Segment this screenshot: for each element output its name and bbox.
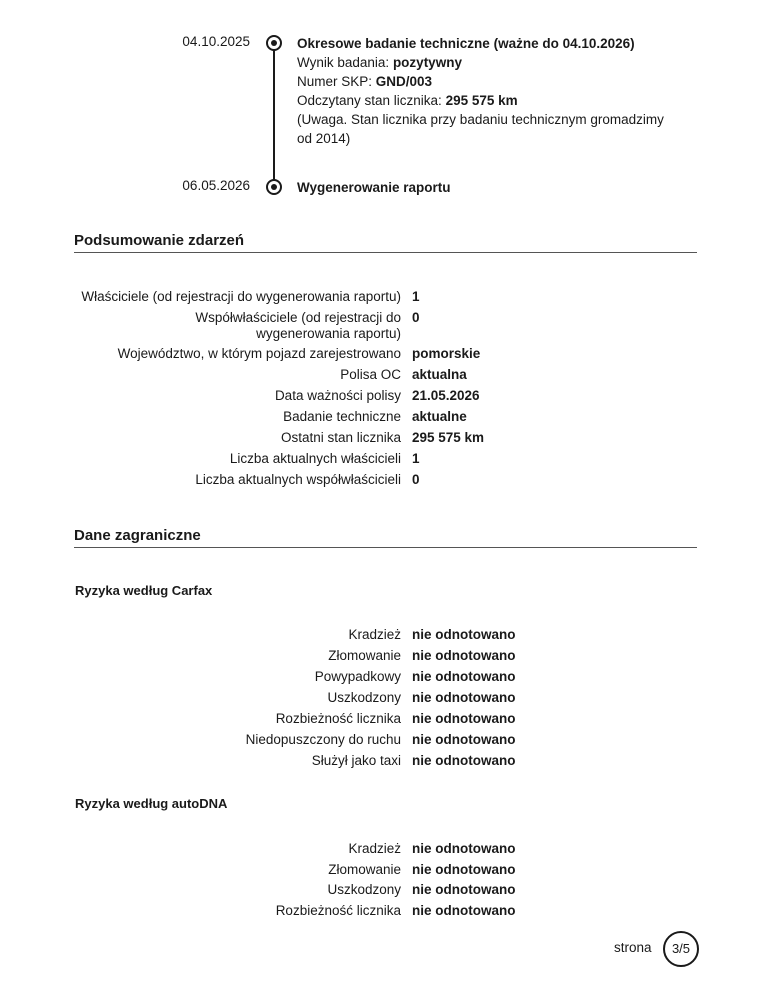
- row-value: nie odnotowano: [412, 627, 516, 642]
- row-label: Służył jako taxi: [311, 753, 401, 768]
- row-label: Polisa OC: [340, 367, 401, 382]
- event-line-value: GND/003: [375, 74, 433, 89]
- event-title: Wygenerowanie raportu: [297, 180, 451, 195]
- event-details: [297, 178, 677, 197]
- row-label: Złomowanie: [328, 648, 401, 663]
- event-line-value: 295 575 km: [445, 93, 518, 108]
- event-title: Okresowe badanie techniczne (ważne do 04.10.2026): [297, 36, 635, 51]
- row-value: nie odnotowano: [412, 753, 516, 768]
- section-heading-foreign: Dane zagraniczne: [74, 527, 697, 548]
- timeline-dot-icon: [266, 35, 282, 51]
- row-label: Współwłaściciele (od rejestracji do wygenerowania raportu): [195, 310, 401, 341]
- page-label: strona: [614, 940, 652, 955]
- row-label: Województwo, w którym pojazd zarejestrowano: [117, 346, 401, 361]
- row-label: Rozbieżność licznika: [275, 903, 401, 918]
- row-value: 0: [412, 472, 420, 487]
- section-heading-summary: Podsumowanie zdarzeń: [74, 232, 697, 253]
- row-label: Badanie techniczne: [283, 409, 401, 424]
- row-value: nie odnotowano: [412, 690, 516, 705]
- row-value: nie odnotowano: [412, 862, 516, 877]
- row-label: Uszkodzony: [327, 882, 401, 897]
- timeline-line: [273, 42, 275, 185]
- event-line-label: Odczytany stan licznika:: [297, 93, 446, 108]
- subheading-autodna: Ryzyka według autoDNA: [75, 796, 228, 811]
- row-label: Liczba aktualnych właścicieli: [229, 451, 401, 466]
- row-value: nie odnotowano: [412, 732, 516, 747]
- row-label: Kradzież: [348, 627, 401, 642]
- row-value: 1: [412, 289, 420, 304]
- row-value: 21.05.2026: [412, 388, 480, 403]
- row-value: nie odnotowano: [412, 903, 516, 918]
- row-label: Rozbieżność licznika: [275, 711, 401, 726]
- row-label: Data ważności polisy: [274, 388, 401, 403]
- row-label: Liczba aktualnych współwłaścicieli: [195, 472, 401, 487]
- event-line-value: pozytywny: [392, 55, 462, 70]
- row-value: 0: [412, 310, 420, 325]
- row-label: Właściciele (od rejestracji do wygenerowania raportu): [81, 289, 401, 304]
- row-label: Powypadkowy: [314, 669, 401, 684]
- event-line: [297, 72, 677, 91]
- row-label: Niedopuszczony do ruchu: [245, 732, 401, 747]
- row-label: Uszkodzony: [327, 690, 401, 705]
- subheading-carfax: Ryzyka według Carfax: [75, 583, 213, 598]
- row-value: 295 575 km: [412, 430, 485, 445]
- event-line: [297, 53, 677, 72]
- row-value: nie odnotowano: [412, 882, 516, 897]
- event-details: [297, 34, 677, 148]
- row-value: 1: [412, 451, 420, 466]
- event-note: (Uwaga. Stan licznika przy badaniu technicznym gromadzimy od 2014): [297, 112, 664, 146]
- row-value: nie odnotowano: [412, 841, 516, 856]
- row-value: nie odnotowano: [412, 711, 516, 726]
- row-value: nie odnotowano: [412, 669, 516, 684]
- row-label: Kradzież: [348, 841, 401, 856]
- event-date: 04.10.2025: [182, 34, 250, 49]
- row-value: nie odnotowano: [412, 648, 516, 663]
- row-value: pomorskie: [412, 346, 481, 361]
- row-label: Ostatni stan licznika: [280, 430, 401, 445]
- row-value: aktualna: [412, 367, 467, 382]
- row-value: aktualne: [412, 409, 467, 424]
- event-line: [297, 91, 677, 110]
- event-line-label: Numer SKP:: [297, 74, 376, 89]
- event-date: 06.05.2026: [182, 178, 250, 193]
- timeline-dot-icon: [266, 179, 282, 195]
- page-number-badge: 3/5: [663, 931, 699, 967]
- event-line-label: Wynik badania:: [297, 55, 393, 70]
- row-label: Złomowanie: [328, 862, 401, 877]
